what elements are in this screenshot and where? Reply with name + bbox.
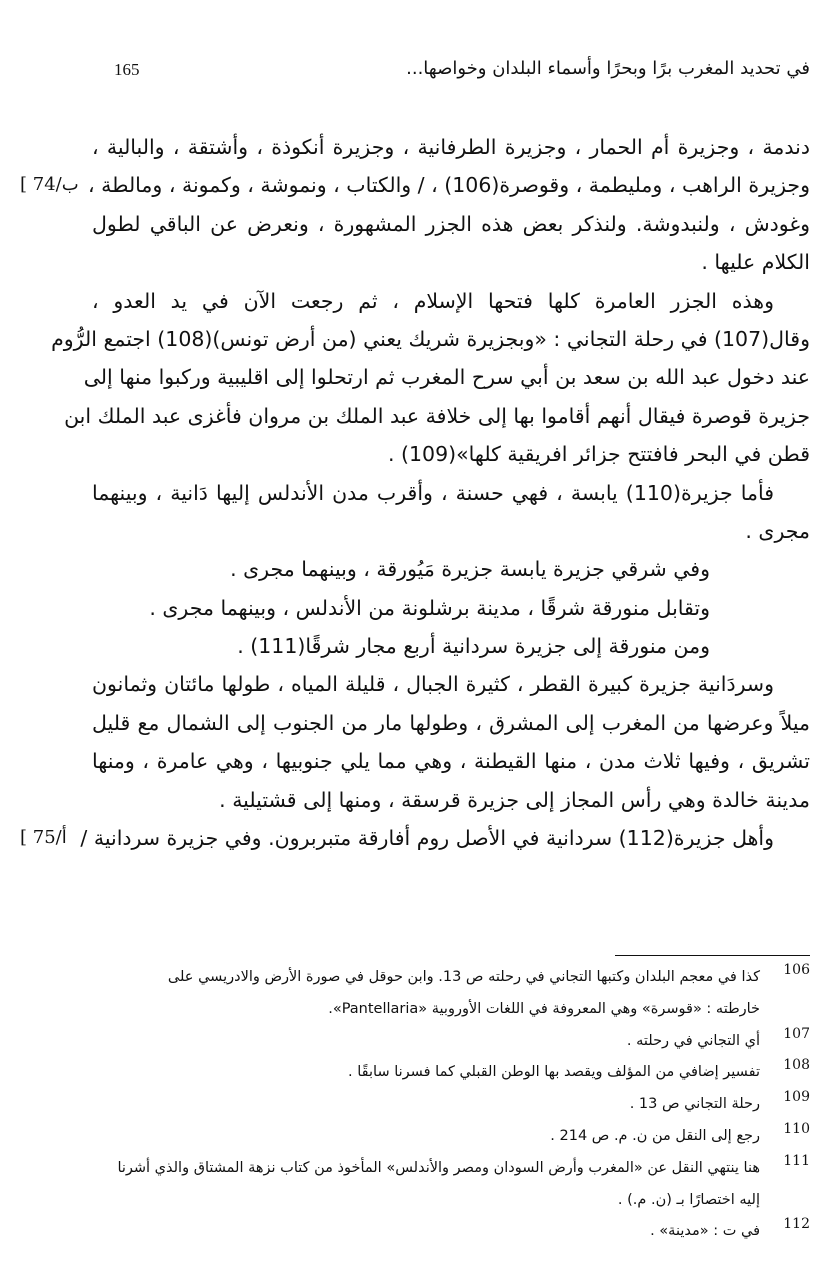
text-line: فأما جزيرة(110) يابسة ، فهي حسنة ، وأقرب مدن الأندلس إليها دَانية ، وبينهما (92, 480, 775, 505)
footnote-number: 111 (783, 1152, 810, 1169)
footnote-number: 110 (783, 1120, 810, 1137)
text-line: الكلام عليها . (701, 250, 810, 275)
footnote-text: تفسير إضافي من المؤلف ويقصد بها الوطن القبلي كما فسرنا سابقًا . (348, 1064, 760, 1081)
text-line: مدينة خالدة وهي رأس المجاز إلى جزيرة قرسقة ، ومنها إلى قشتيلية . (219, 787, 810, 812)
footnote-separator (615, 955, 810, 956)
text-line: وأهل جزيرة(112) سردانية في الأصل روم أفارقة متبربرون. وفي جزيرة سردانية / (80, 826, 774, 851)
footnote-number: 106 (783, 962, 810, 978)
text-line: وتقابل منورقة شرقًا ، مدينة برشلونة من الأندلس ، وبينهما مجرى . (149, 595, 710, 620)
footnote-number: 108 (783, 1057, 810, 1074)
text-line: وقال(107) في رحلة التجاني : «وبجزيرة شريك يعني (من أرض تونس)(108) اجتمع الرُّوم (51, 326, 810, 351)
folio-marker: [ 75/أ (20, 827, 67, 849)
footnotes (80, 962, 810, 1248)
main-text (51, 128, 810, 857)
footnote-text: رجع إلى النقل من ن. م. ص 214 . (550, 1127, 760, 1144)
text-line: تشريق ، وفيها ثلاث مدن ، منها القيطنة ، وهي مما يلي جنوبيها ، وهي عامرة ، ومنها (92, 749, 810, 774)
folio-marker: [ 74/ب (20, 174, 79, 196)
footnote (80, 962, 810, 1026)
footnote-text: في ت : «مدينة» . (650, 1223, 760, 1240)
footnote (80, 1153, 810, 1217)
page-header (110, 58, 810, 88)
text-line: وسردَانية جزيرة كبيرة القطر ، كثيرة الجبال ، قليلة المياه ، طولها مائتان وثمانون (92, 672, 774, 697)
footnote-text: كذا في معجم البلدان وكتبها التجاني في رحلته ص 13. وابن حوقل في صورة الأرض والادريسي على (167, 969, 760, 985)
text-line: جزيرة قوصرة فيقال أنهم أقاموا بها إلى خلافة عبد الملك بن مروان فأغزى عبد الملك ابن (64, 403, 810, 428)
footnote-text: هنا ينتهي النقل عن «المغرب وأرض السودان ومصر والأندلس» المأخوذ من كتاب نزهة المشتاق والذي أشرنا (117, 1159, 760, 1176)
text-line: وغودش ، ولنبدوشة. ولنذكر بعض هذه الجزر المشهورة ، ونعرض عن الباقي لطول (92, 211, 810, 236)
text-line: وفي شرقي جزيرة يابسة جزيرة مَيُورقة ، وبينهما مجرى . (230, 557, 710, 582)
footnote (80, 1057, 810, 1089)
page-number: 165 (114, 60, 140, 79)
footnote-text: رحلة التجاني ص 13 . (629, 1096, 760, 1113)
footnote-number: 109 (783, 1089, 810, 1106)
text-line: ميلاً وعرضها من المغرب إلى المشرق ، وطولها مار من الجنوب إلى الشمال مع قليل (92, 710, 810, 735)
running-head: في تحديد المغرب برًا وبحرًا وأسماء البلدان وخواصها... (406, 58, 810, 79)
footnote-text: خارطته : «قوسرة» وهي المعروفة في اللغات الأوروبية «Pantellaria». (328, 1000, 760, 1017)
text-line: مجرى . (745, 518, 810, 543)
footnote-text: إليه اختصارًا بـ (ن. م.) . (617, 1191, 760, 1208)
text-line: ومن منورقة إلى جزيرة سردانية أربع مجار شرقًا(111) . (237, 634, 710, 659)
footnote-number: 107 (783, 1025, 810, 1042)
footnote (80, 1026, 810, 1058)
footnote-number: 112 (783, 1216, 810, 1233)
footnote (80, 1089, 810, 1121)
text-line: دندمة ، وجزيرة أم الحمار ، وجزيرة الطرفانية ، وجزيرة أنكوذة ، وأشتقة ، والبالية ، (92, 135, 810, 159)
text-line: عند دخول عبد الله بن سعد بن أبي سرح المغرب ثم ارتحلوا إلى اقليبية وركبوا منها إلى (83, 365, 810, 390)
text-line: وجزيرة الراهب ، ومليطمة ، وقوصرة(106) ، / والكتاب ، ونموشة ، وكمونة ، ومالطة ، (88, 173, 810, 198)
text-line: وهذه الجزر العامرة كلها فتحها الإسلام ، ثم رجعت الآن في يد العدو ، (92, 288, 774, 313)
text-line: قطن في البحر فافتتح جزائر افريقية كلها»(109) . (387, 442, 810, 467)
footnote-text: أي التجاني في رحلته . (626, 1032, 760, 1049)
footnote (80, 1121, 810, 1153)
footnote (80, 1216, 810, 1248)
